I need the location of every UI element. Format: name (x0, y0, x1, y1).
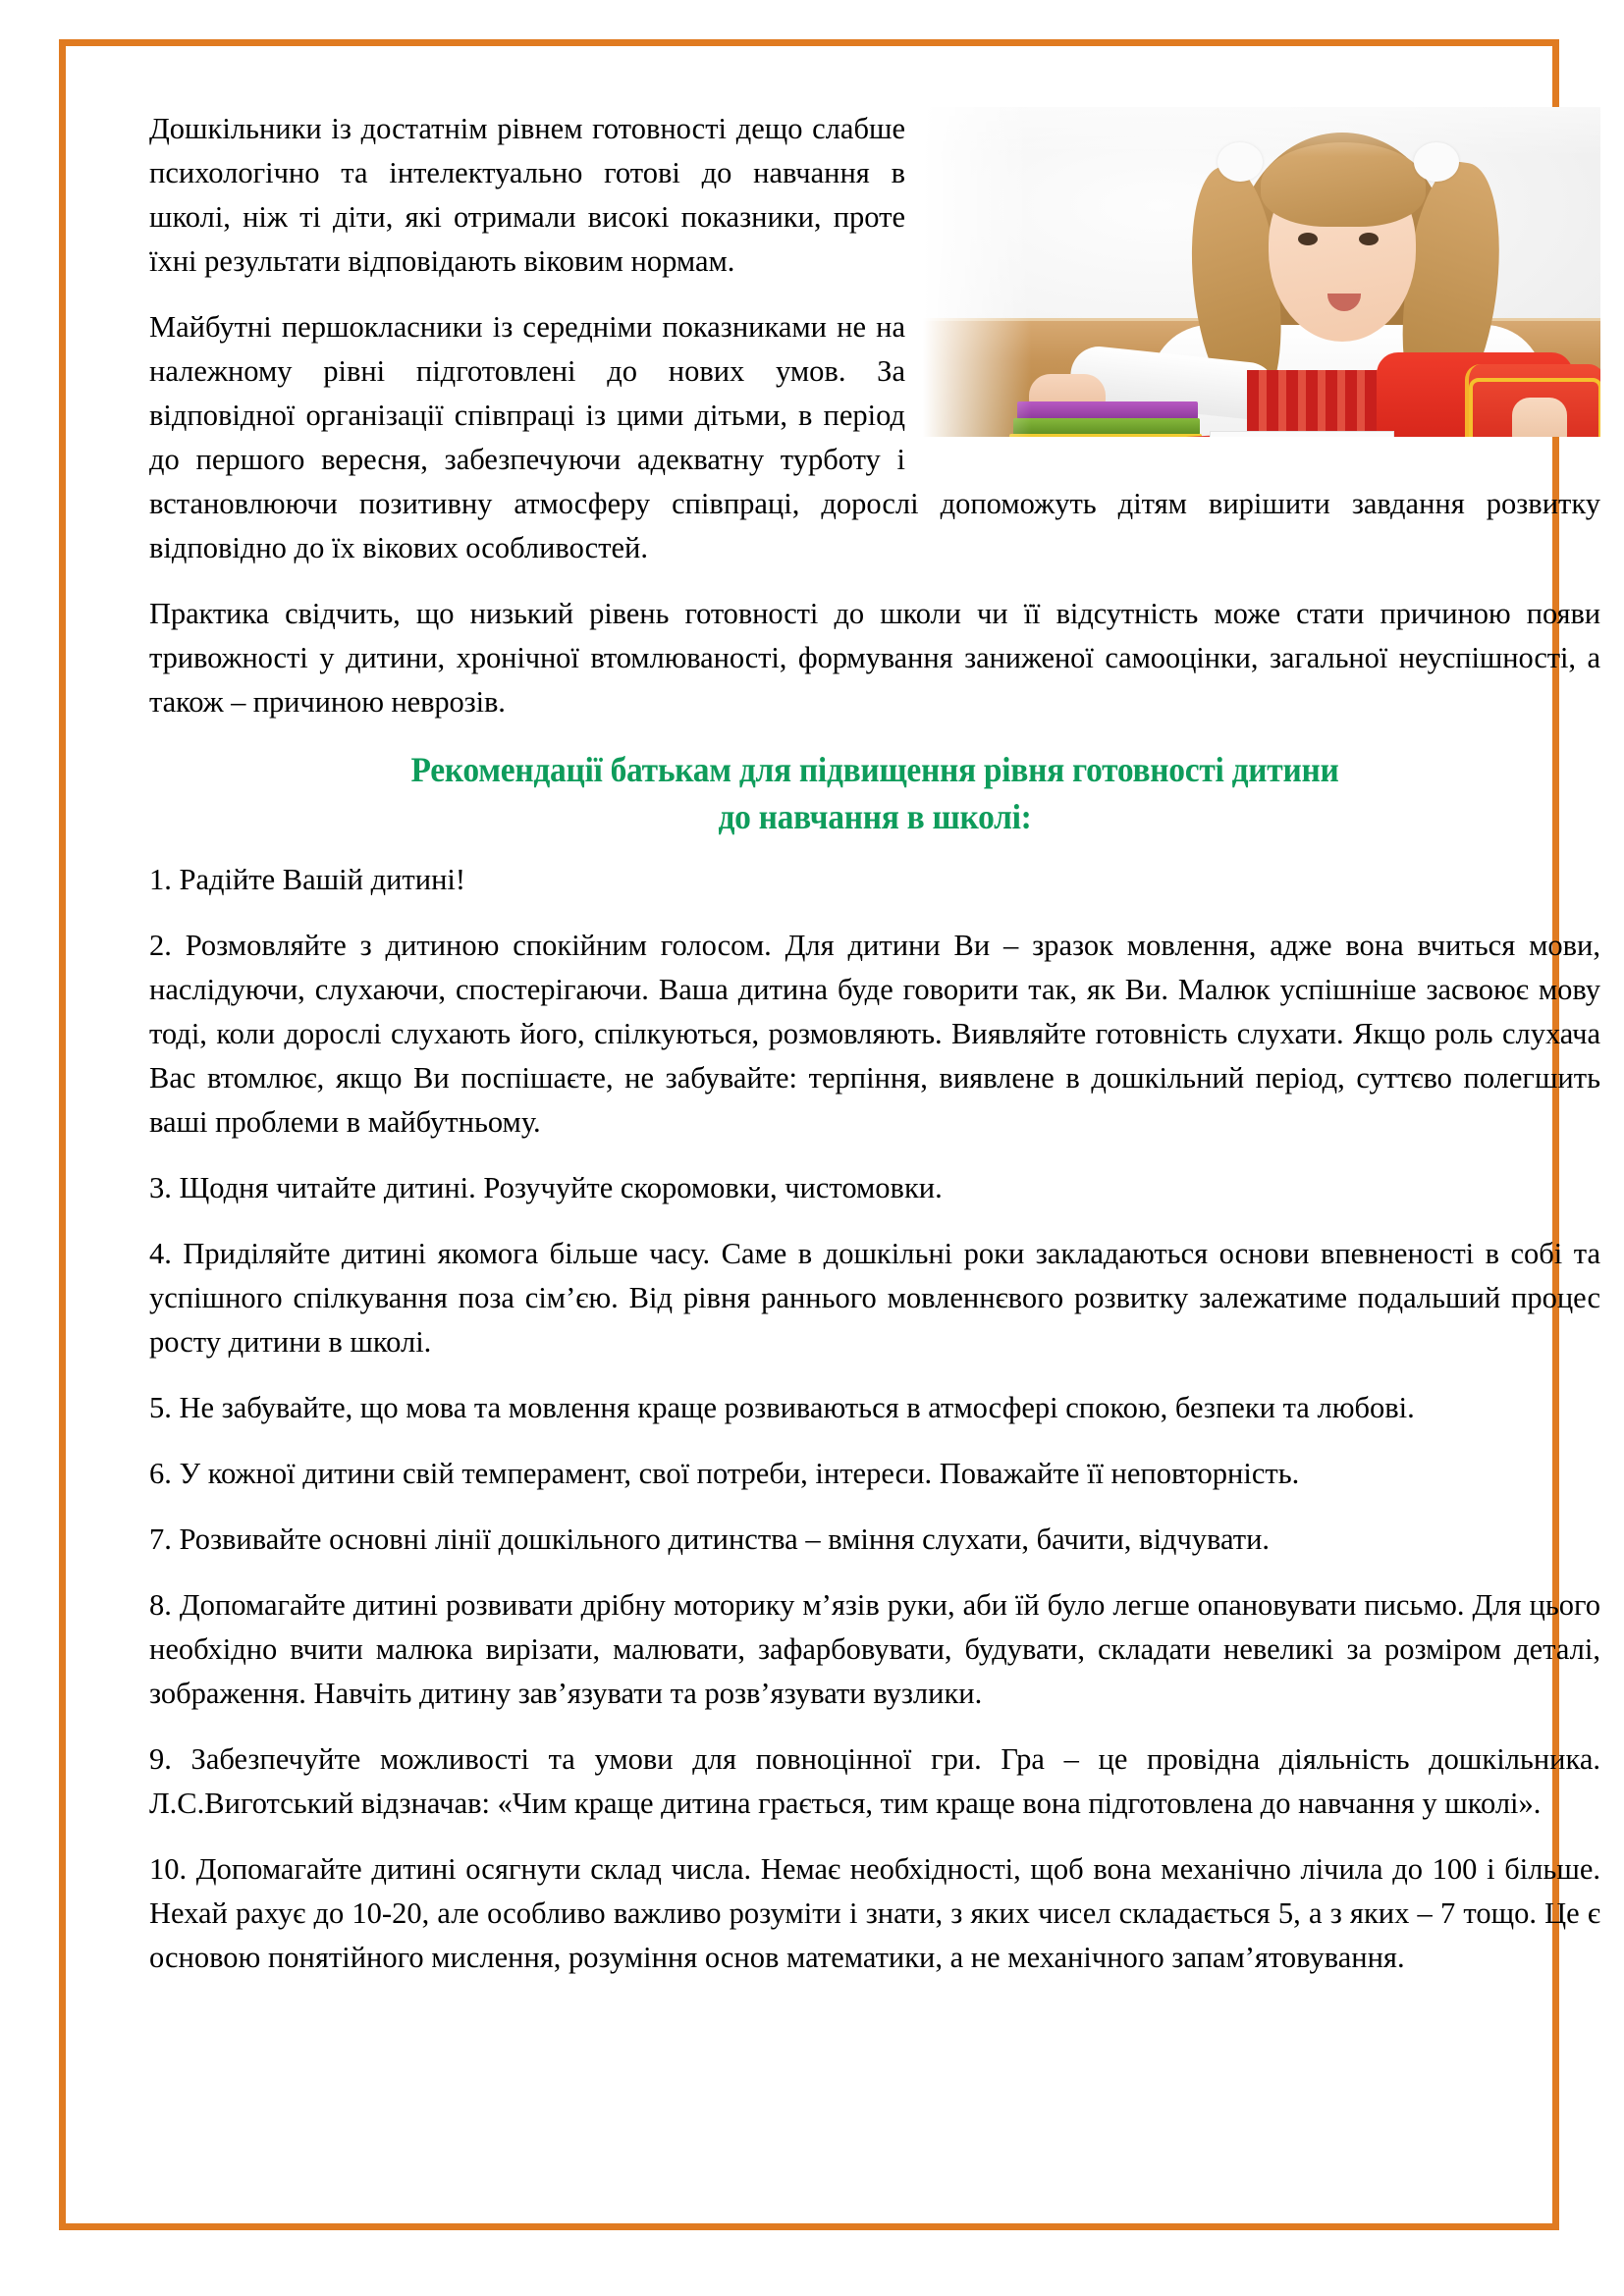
hair-bow-left (1218, 142, 1263, 182)
intro-block (149, 107, 1600, 592)
recommendation-item-7: 7. Розвивайте основні лінії дошкільного дитинства – вміння слухати, бачити, відчувати. (149, 1522, 1271, 1556)
schoolgirl-with-books-and-backpack-photo (923, 107, 1600, 437)
notebook-paper (1210, 431, 1394, 437)
recommendation-item-10: 10. Допомагайте дитині осягнути склад числа. Немає необхідності, щоб вона механічно лічила до 100 і більше. Нехай рахує до 10-20, але особливо важливо розуміти і знати, з яких чисел складається 5, а з яких – 7 тощо. Це є основою понятійного мислення, розуміння основ математики, а не механічного запам’ятовування. (149, 1852, 1600, 1974)
hair-fringe (1261, 142, 1426, 227)
recommendation-item-5: 5. Не забувайте, що мова та мовлення краще розвиваються в атмосфері спокою, безпеки та любові. (149, 1391, 1415, 1424)
orange-page-border (59, 39, 1600, 2230)
heading-line-2: до навчання в школі: (718, 797, 1032, 836)
recommendation-item-4: 4. Приділяйте дитині якомога більше часу. Саме в дошкільні роки закладаються основи впевненості в собі та успішного спілкування поза сім’єю. Від рівня раннього мовленнєвого розвитку залежатиме подальший процес росту дитини в школі. (149, 1237, 1600, 1359)
hair-bow-right (1414, 142, 1459, 182)
book-violet (1017, 401, 1198, 419)
document-content (139, 97, 1610, 2263)
eye-right (1359, 233, 1379, 245)
red-plaid-dress (1247, 370, 1380, 437)
heading-line-1: Рекомендації батькам для підвищення рівня готовності дитини (410, 750, 1339, 789)
recommendation-item-3: 3. Щодня читайте дитині. Розучуйте скоромовки, чистомовки. (149, 1171, 943, 1204)
recommendations-heading (200, 746, 1550, 840)
recommendation-item-2: 2. Розмовляйте з дитиною спокійним голосом. Для дитини Ви – зразок мовлення, адже вона вчиться мови, наслідуючи, слухаючи, спостерігаючи. Ваша дитина буде говорити так, як Ви. Малюк успішніше засвоює мову тоді, коли дорослі слухають його, спілкуються, розмовляють. Виявляйте готовність слухати. Якщо роль слухача Вас втомлює, якщо Ви поспішаєте, не забувайте: терпіння, виявлене в дошкільний період, суттєво полегшить ваші проблеми в майбутньому. (149, 929, 1600, 1139)
intro-paragraph-2: Майбутні першокласники із середніми показниками не на належному рівні підготовлені до нових умов. За відповідної організації співпраці із цими дітьми, в період до першого вересня, забезпечуючи адекватну турботу і встановлюючи позитивну атмосферу співпраці, дорослі допоможуть дітям вирішити завдання розвитку відповідно до їх вікових особливостей. (149, 310, 1600, 564)
right-hand (1512, 398, 1567, 437)
recommendation-item-9: 9. Забезпечуйте можливості та умови для повноцінної гри. Гра – це провідна діяльність дошкільника. Л.С.Виготський відзначав: «Чим краще дитина грається, тим краще вона підготовлена до навчання у школі». (149, 1742, 1600, 1820)
book-green (1013, 418, 1200, 435)
recommendation-item-8: 8. Допомагайте дитині розвивати дрібну моторику м’язів руки, аби їй було легше опановувати письмо. Для цього необхідно вчити малюка вирізати, малювати, зафарбовувати, будувати, складати невеликі за розміром деталі, зображення. Навчіть дитину зав’язувати та розв’язувати вузлики. (149, 1588, 1600, 1710)
recommendation-item-6: 6. У кожної дитини свій темперамент, свої потреби, інтереси. Поважайте її неповторність. (149, 1457, 1300, 1490)
book-yellow (1009, 434, 1202, 437)
intro-paragraph-1: Дошкільники із достатнім рівнем готовності дещо слабше психологічно та інтелектуально готові до навчання в школі, ніж ті діти, які отримали високі показники, проте їхні результати відповідають віковим нормам. (149, 112, 905, 278)
intro-paragraph-3: Практика свідчить, що низький рівень готовності до школи чи її відсутність може стати причиною появи тривожності у дитини, хронічної втомлюваності, формування заниженої самооцінки, загальної неуспішності, а також – причиною неврозів. (149, 597, 1600, 719)
eye-left (1298, 233, 1318, 245)
recommendation-item-1: 1. Радійте Вашій дитині! (149, 863, 466, 896)
